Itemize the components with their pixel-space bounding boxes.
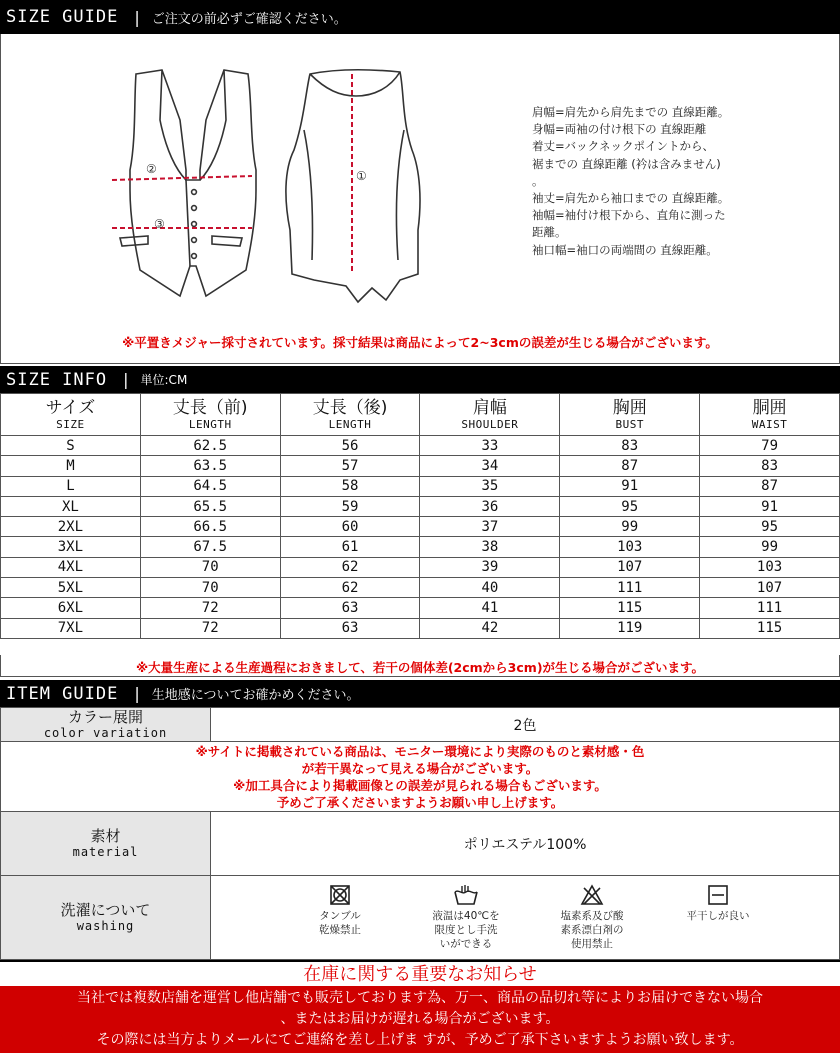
care-item-bleach: 塩素系及び酸 素系漂白剤の 使用禁止 [529, 884, 655, 951]
measurement-cell: 57 [280, 456, 420, 476]
marker-1: ① [356, 169, 367, 183]
legend-line: 裾までの 直線距離 (衿は含みません) [532, 156, 721, 171]
item-guide-subtitle: 生地感についてお確かめください。 [151, 688, 360, 703]
size-guide-subtitle: ご注文の前必ずご確認ください。 [151, 11, 347, 27]
washing-label: 洗濯について washing [1, 876, 211, 960]
no-tumble-dry-icon [329, 884, 351, 906]
size-cell: S [1, 436, 141, 456]
table-row [1, 517, 840, 537]
color-row [1, 708, 840, 742]
measurement-cell: 72 [140, 598, 280, 618]
measurement-cell: 95 [560, 496, 700, 516]
measurement-cell: 60 [280, 517, 420, 537]
column-header: 胴囲 WAIST [700, 394, 840, 436]
size-cell: 2XL [1, 517, 141, 537]
measurement-cell: 83 [560, 436, 700, 456]
measurement-cell: 34 [420, 456, 560, 476]
size-cell: 7XL [1, 618, 141, 638]
measurement-cell: 63 [280, 598, 420, 618]
measurement-cell: 58 [280, 476, 420, 496]
measurement-cell: 79 [700, 436, 840, 456]
size-info-title: SIZE INFO [6, 369, 108, 390]
care-item-handwash: 液温は40℃を 限度とし手洗 いができる [403, 884, 529, 951]
legend-line: 袖幅=袖付け根下から、直角に測った [532, 208, 726, 223]
size-cell: M [1, 456, 141, 476]
vest-front-illustration [120, 70, 256, 296]
legend-line: 袖口幅=袖口の両端間の 直線距離。 [532, 242, 718, 257]
size-cell: 3XL [1, 537, 141, 557]
size-info-header [0, 366, 840, 393]
measurement-cell: 65.5 [140, 496, 280, 516]
care-item-tumble: タンブル 乾燥禁止 [277, 884, 403, 951]
table-row [1, 557, 840, 577]
measurement-cell: 107 [700, 578, 840, 598]
table-row [1, 476, 840, 496]
measurement-cell: 61 [280, 537, 420, 557]
measurement-cell: 83 [700, 456, 840, 476]
measurement-cell: 33 [420, 436, 560, 456]
measurement-cell: 87 [700, 476, 840, 496]
color-label: カラー展開 color variation [1, 708, 211, 742]
column-header: 肩幅 SHOULDER [420, 394, 560, 436]
measurement-cell: 99 [560, 517, 700, 537]
material-row [1, 812, 840, 876]
measurement-legend [532, 104, 729, 259]
table-row [1, 537, 840, 557]
measurement-cell: 37 [420, 517, 560, 537]
washing-instructions [211, 876, 840, 960]
measurement-cell: 95 [700, 517, 840, 537]
stock-notice-body [0, 986, 840, 1053]
size-cell: 6XL [1, 598, 141, 618]
size-table [0, 393, 840, 639]
measurement-cell: 62 [280, 578, 420, 598]
measurement-cell: 59 [280, 496, 420, 516]
measurement-note: ※平置きメジャー採寸されています。採寸結果は商品によって2~3cmの誤差が生じる場合がございます。 [122, 335, 718, 350]
measurement-cell: 70 [140, 557, 280, 577]
measurement-cell: 72 [140, 618, 280, 638]
hand-wash-40-icon [453, 884, 479, 906]
measurement-cell: 62.5 [140, 436, 280, 456]
marker-2: ② [146, 162, 157, 176]
notice-line: その際には当方よりメールにてご連絡を差し上げま すが、予めご了承下さいますようお願い致します。 [96, 1032, 744, 1048]
vest-diagram [100, 60, 440, 310]
column-header: 丈長（後) LENGTH [280, 394, 420, 436]
column-header: 胸囲 BUST [560, 394, 700, 436]
table-row [1, 618, 840, 638]
size-guide-header [0, 0, 840, 34]
measurement-cell: 64.5 [140, 476, 280, 496]
legend-line: 着丈=バックネックポイントから、 [532, 139, 715, 154]
header-separator: | [134, 684, 140, 703]
measurement-cell: 103 [560, 537, 700, 557]
legend-line: 。 [532, 173, 544, 188]
measurement-cell: 63.5 [140, 456, 280, 476]
legend-line: 距離。 [532, 225, 567, 240]
measurement-cell: 39 [420, 557, 560, 577]
color-value: 2色 [211, 708, 840, 742]
stock-notice-title: 在庫に関する重要なお知らせ [0, 960, 840, 986]
production-note: ※大量生産による生産過程におきまして、若干の個体差(2cmから3cm)が生じる場合がございます。 [135, 660, 705, 675]
legend-line: 袖丈=肩先から袖口までの 直線距離。 [532, 191, 730, 206]
size-cell: 4XL [1, 557, 141, 577]
item-guide-header [0, 680, 840, 707]
washing-row [1, 876, 840, 960]
measurement-cell: 66.5 [140, 517, 280, 537]
legend-line: 肩幅=肩先から肩先までの 直線距離。 [532, 105, 730, 119]
measurement-cell: 99 [700, 537, 840, 557]
measurement-cell: 115 [560, 598, 700, 618]
material-label: 素材 material [1, 812, 211, 876]
table-row [1, 578, 840, 598]
measurement-cell: 111 [700, 598, 840, 618]
measurement-cell: 63 [280, 618, 420, 638]
measurement-cell: 91 [560, 476, 700, 496]
table-row [1, 436, 840, 456]
measurement-cell: 67.5 [140, 537, 280, 557]
measurement-cell: 103 [700, 557, 840, 577]
header-separator: | [134, 7, 140, 27]
size-table-body [1, 436, 840, 639]
size-cell: XL [1, 496, 141, 516]
table-row [1, 496, 840, 516]
size-info-unit: 単位:CM [140, 373, 188, 387]
measurement-cell: 41 [420, 598, 560, 618]
measurement-cell: 56 [280, 436, 420, 456]
measurement-cell: 70 [140, 578, 280, 598]
table-row [1, 598, 840, 618]
measurement-cell: 36 [420, 496, 560, 516]
header-separator: | [123, 370, 129, 389]
notice-line: 当社では複数店舗を運営し他店舗でも販売しております為、万一、商品の品切れ等によりお届けできない場合 [77, 990, 763, 1006]
flat-dry-icon [707, 884, 729, 906]
notice-line: 、またはお届けが遅れる場合がございます。 [280, 1011, 560, 1027]
care-item-flat-dry: 平干しが良い [655, 884, 781, 951]
size-cell: 5XL [1, 578, 141, 598]
measurement-cell: 42 [420, 618, 560, 638]
measurement-cell: 111 [560, 578, 700, 598]
size-table-header [1, 394, 840, 436]
marker-3: ③ [154, 217, 165, 231]
material-value: ポリエステル100% [211, 812, 840, 876]
table-row [1, 456, 840, 476]
measurement-cell: 119 [560, 618, 700, 638]
measurement-cell: 115 [700, 618, 840, 638]
measurement-cell: 87 [560, 456, 700, 476]
column-header: 丈長（前) LENGTH [140, 394, 280, 436]
column-header: サイズ SIZE [1, 394, 141, 436]
measurement-cell: 38 [420, 537, 560, 557]
size-cell: L [1, 476, 141, 496]
measurement-cell: 62 [280, 557, 420, 577]
legend-line: 身幅=両袖の付け根下の 直線距離 [532, 122, 707, 137]
measurement-cell: 91 [700, 496, 840, 516]
no-bleach-icon [580, 884, 604, 906]
disclaimer-row [1, 742, 840, 812]
item-table [0, 707, 840, 960]
measurement-cell: 35 [420, 476, 560, 496]
measurement-cell: 40 [420, 578, 560, 598]
measurement-cell: 107 [560, 557, 700, 577]
disclaimer-text: ※サイトに掲載されている商品は、モニター環境により実際のものと素材感・色 が若干異なって見える場合がございます。 ※加工具合により掲載画像との誤差が見られる場合もございます。 予めご了承くださいますようお願い申し上げます。 [1, 742, 840, 812]
item-guide-title: ITEM GUIDE [6, 683, 119, 704]
size-guide-title: SIZE GUIDE [6, 7, 119, 27]
